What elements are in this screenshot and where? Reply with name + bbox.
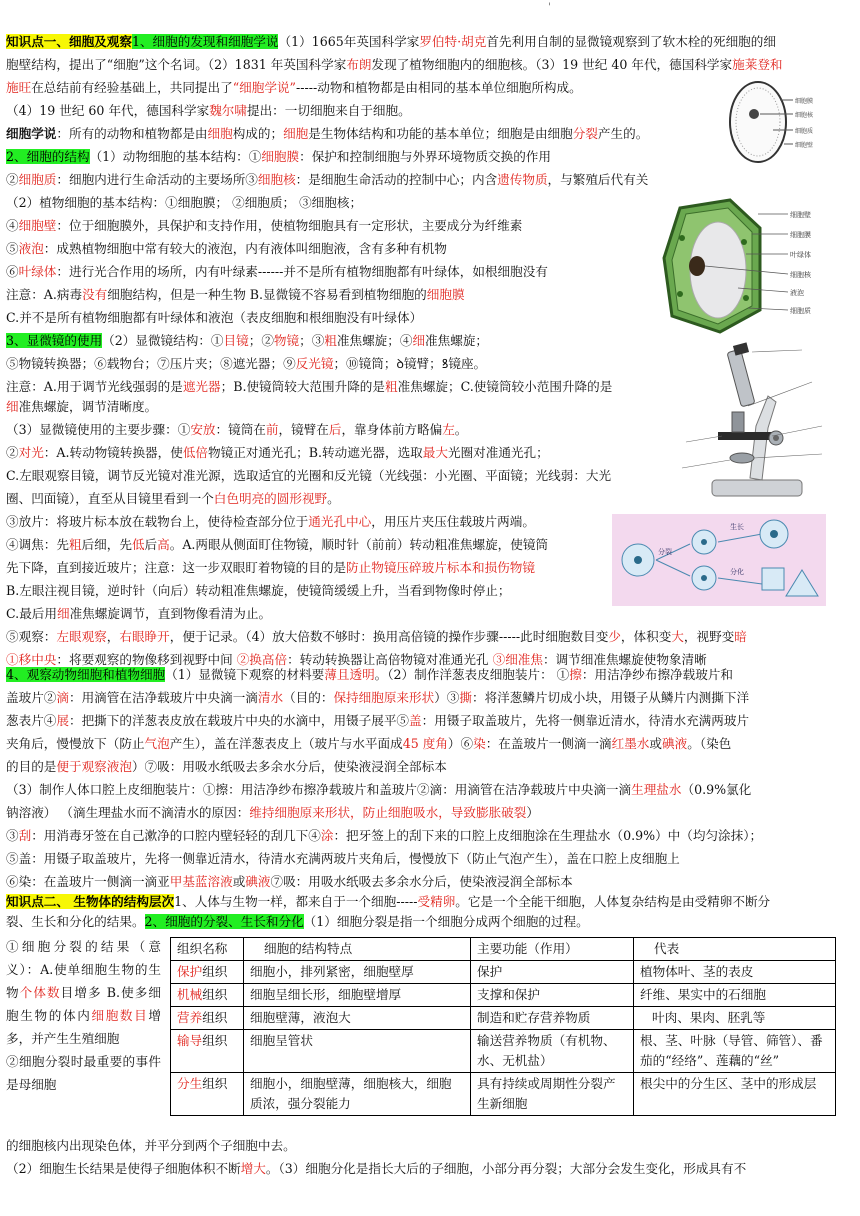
table-cell: 细胞呈细长形，细胞壁增厚 — [244, 984, 471, 1007]
text: ）⑥ — [447, 736, 474, 751]
keyword: 保持细胞原来形状 — [333, 690, 435, 705]
keyword: 高 — [157, 537, 170, 552]
text: 葱表片④ — [6, 713, 57, 728]
keyword: 少 — [608, 629, 621, 644]
column-header: 代表 — [634, 938, 836, 961]
keyword: 对光 — [18, 445, 44, 460]
cell-text: 组织 — [202, 1010, 228, 1025]
text: ，镜臂在 — [278, 422, 329, 437]
section-title: 知识点二、 生物体的结构层次 — [6, 894, 175, 909]
keyword: 薄且透明 — [324, 667, 375, 682]
figure-label: 细胞核 — [795, 112, 814, 119]
keyword: 低倍 — [182, 445, 209, 460]
keyword: 撕 — [459, 690, 472, 705]
keyword: 罗伯特·胡克 — [419, 34, 487, 49]
text: ⑥染：在盖玻片一侧滴一滴亚 — [6, 874, 170, 889]
keyword: 没有 — [82, 287, 108, 302]
text: ⑤ — [6, 241, 19, 256]
keyword: 最大 — [422, 445, 448, 460]
keyword: 粗 — [385, 379, 398, 394]
table-cell: 根尖中的分生区、茎中的形成层 — [634, 1073, 836, 1116]
text: 发现了植物细胞内的细胞核。（3）19 世纪 40 年代，德国科学家 — [371, 57, 733, 72]
line — [6, 490, 340, 508]
document-page — [6, 0, 856, 1216]
text: 或 — [232, 874, 246, 889]
keyword: 物镜 — [273, 333, 300, 348]
text: 先下降，直到接近玻片；注意：这一步双眼盯着物镜的目的是 — [6, 560, 347, 575]
keyword: 细 — [56, 606, 70, 621]
diagram-label: 分裂 — [658, 548, 672, 556]
text: ；⑩镜筒；ꝺ镜臂；ꝸ镜座。 — [333, 356, 487, 371]
line — [6, 467, 611, 485]
figure-label: 细胞质 — [795, 128, 814, 135]
table-cell: 制造和贮存营养物质 — [471, 1007, 634, 1030]
animal-cell-figure — [718, 76, 828, 168]
text: C.并不是所有植物细胞都有叶绿体和液泡（表皮细胞和根细胞没有叶绿体） — [6, 310, 423, 325]
keyword: 刮 — [18, 828, 32, 843]
text: 后细，先 — [81, 537, 132, 552]
text: 的目的是 — [6, 759, 57, 774]
table-row — [171, 984, 836, 1007]
text: ：A.转动物镜转换器，使 — [43, 445, 183, 460]
text: ，便于记录。（4）放大倍数不够时：换用高倍镜的操作步骤-----此时细胞数目变 — [169, 629, 609, 644]
figure-label: 叶绿体 — [790, 251, 811, 259]
text: ⑤盖：用镊子取盖玻片，先将一侧靠近清水，待清水充满两玻片夹角后，慢慢放下（防止气泡产生），盖在口腔上皮细胞上 — [6, 851, 680, 866]
subsection-title: 4、观察动物细胞和植物细胞 — [6, 667, 166, 682]
text: 。它是一个全能干细胞，人体复杂结构是由受精卵不断分 — [455, 894, 771, 909]
text: 在总结前有经验基础上，共同提出了 — [31, 80, 233, 95]
keyword: 粗 — [324, 333, 337, 348]
keyword: 清水 — [257, 690, 284, 705]
text: 。（染色 — [687, 736, 732, 751]
text: ：进行光合作用的场所，内有叶绿素------并不是所有植物细胞都有叶绿体，如根细胞没有 — [56, 264, 548, 279]
table-cell: 支撑和保护 — [471, 984, 634, 1007]
keyword: 细胞 — [207, 126, 233, 141]
keyword: 后 — [328, 422, 342, 437]
line — [6, 217, 522, 235]
keyword: 布朗 — [346, 57, 372, 72]
text: ①细胞分裂的结果（意义）：A.使单细胞生物的生物 — [6, 939, 161, 1000]
text: 首先利用自制的显微镜观察到了软木栓的死细胞的细 — [486, 34, 776, 49]
microscope-figure — [672, 342, 832, 502]
keyword: 大 — [671, 629, 684, 644]
text: ③放片：将玻片标本放在载物台上，使待检查部分位于 — [6, 514, 309, 529]
column-header: 组织名称 — [171, 938, 244, 961]
keyword: 红墨水 — [611, 736, 650, 751]
text: ④调焦：先 — [6, 537, 69, 552]
line — [6, 378, 612, 396]
text: ；② — [248, 333, 274, 348]
table-row — [171, 1007, 836, 1030]
text: ⑦吸：用吸水纸吸去多余水分后，使染液浸润全部标本 — [270, 874, 573, 889]
text: ：用洁净纱布擦净载玻片和 — [581, 667, 733, 682]
table-cell: 纤维、果实中的石细胞 — [634, 984, 836, 1007]
keyword: 气泡 — [144, 736, 170, 751]
text: ：将洋葱鳞片切成小块，用镊子从鳞片内测撕下洋 — [471, 690, 750, 705]
plant-cell-figure — [660, 198, 830, 336]
table-cell: 输送营养物质（有机物、水、无机盐） — [471, 1030, 634, 1073]
text: 准焦螺旋调节，直到物像看清为止。 — [69, 606, 272, 621]
line — [6, 827, 762, 845]
keyword: 左眼观察 — [56, 629, 107, 644]
header-mark: ' — [548, 2, 551, 13]
line — [6, 913, 589, 931]
text: （1）细胞分裂是指一个细胞分成两个细胞的过程。 — [303, 914, 589, 929]
cell-text: 组织 — [202, 1076, 228, 1091]
keyword: 白色明亮的圆形视野 — [213, 491, 328, 506]
text: ：用镊子取盖玻片，先将一侧靠近清水，待清水充满两玻片 — [421, 713, 750, 728]
text: ：用滴管在洁净载玻片中央滴一滴 — [68, 690, 258, 705]
text: （1）显微镜下观察的材料要 — [165, 667, 325, 682]
line — [6, 781, 751, 799]
diagram-label: 生长 — [730, 523, 744, 531]
line — [6, 286, 465, 304]
text: ：把撕下的洋葱表皮放在载玻片中央的水滴中，用镊子展平⑤ — [68, 713, 409, 728]
table-row — [171, 1030, 836, 1073]
keyword: 碘液 — [245, 874, 271, 889]
text: ，视野变 — [683, 629, 735, 644]
text: ：是细胞生命活动的控制中心；内含 — [295, 172, 498, 187]
text: ：保护和控制细胞与外界环境物质交换的作用 — [299, 149, 551, 164]
cell-text: 组织 — [202, 1033, 228, 1048]
table-cell: 植物体叶、茎的表皮 — [634, 961, 836, 984]
keyword: 暗 — [734, 629, 747, 644]
diagram-label: 分化 — [730, 568, 744, 576]
text: 裂、生长和分化的结果。 — [6, 914, 145, 929]
keyword: 擦 — [569, 667, 582, 682]
table-cell: 叶肉、果肉、胚乳等 — [634, 1007, 836, 1030]
text: 盖玻片② — [6, 690, 57, 705]
text: 夹角后，慢慢放下（防止 — [6, 736, 145, 751]
text: ：在盖玻片一侧滴一滴 — [485, 736, 612, 751]
table-cell: 细胞呈管状 — [244, 1030, 471, 1073]
keyword: 碘液 — [662, 736, 688, 751]
line — [6, 148, 551, 166]
cell-text: 组织 — [202, 964, 228, 979]
text: 物镜正对通光孔；B.转动遮光器，选取 — [208, 445, 423, 460]
keyword: 增大 — [240, 1161, 266, 1176]
text: ， — [106, 629, 120, 644]
text: 圈、凹面镜），直至从目镜里看到一个 — [6, 491, 214, 506]
cell-keyword: 机械 — [177, 987, 203, 1002]
column-header: 主要功能（作用） — [471, 938, 634, 961]
line — [6, 536, 548, 554]
text: ：成熟植物细胞中常有较大的液泡，内有液体叫细胞液，含有多种有机物 — [43, 241, 447, 256]
text: （目的： — [283, 690, 334, 705]
line — [6, 332, 488, 350]
keyword: 防止物镜压碎玻片标本和损伤物镜 — [346, 560, 535, 575]
text: ⑥ — [6, 264, 19, 279]
keyword: 个体数 — [19, 985, 61, 1000]
line — [6, 56, 783, 74]
keyword: 目镜 — [223, 333, 249, 348]
text: ）③ — [434, 690, 460, 705]
line — [6, 559, 535, 577]
keyword: ③细准焦 — [492, 652, 543, 667]
line — [6, 444, 549, 462]
cell-division-diagram — [612, 514, 826, 606]
keyword: 细胞壁 — [18, 218, 57, 233]
keyword: 细 — [412, 333, 426, 348]
figure-label: 细胞核 — [790, 271, 811, 279]
table-cell: 细胞小，排列紧密，细胞壁厚 — [244, 961, 471, 984]
keyword: 遗传物质 — [497, 172, 548, 187]
line — [6, 712, 749, 730]
text: -----动物和植物都是由相同的基本单位细胞所构成。 — [295, 80, 582, 95]
text: ：转动转换器让高倍物镜对准通光孔 — [287, 652, 493, 667]
text: ：细胞内进行生命活动的主要场所③ — [56, 172, 258, 187]
text: 的细胞核内出现染色体，并平分到两个子细胞中去。 — [6, 1138, 296, 1153]
text: （1）动物细胞的基本结构：① — [89, 149, 262, 164]
table-row — [171, 1073, 836, 1116]
text: 准焦螺旋； — [425, 333, 488, 348]
text: 注意：A.病毒 — [6, 287, 83, 302]
keyword: 涂 — [320, 828, 334, 843]
keyword: 细胞 — [283, 126, 309, 141]
keyword: 受精卵 — [417, 894, 456, 909]
keyword: 甲基蓝溶液 — [169, 874, 233, 889]
text: 。（2）制作洋葱表皮细胞装片： ① — [374, 667, 570, 682]
text: 或 — [649, 736, 663, 751]
line — [6, 582, 510, 600]
line — [6, 194, 362, 212]
line — [6, 240, 447, 258]
text: （1）1665年英国科学家 — [278, 34, 420, 49]
text: ⑤物镜转换器；⑥载物台；⑦压片夹；⑧遮光器；⑨ — [6, 356, 296, 371]
line — [6, 513, 535, 531]
tissue-table — [170, 937, 836, 1116]
table-cell: 根、茎、叶脉（导管、筛管）、番茄的“经络”、莲藕的“丝” — [634, 1030, 836, 1073]
text: 产生的。 — [597, 126, 649, 141]
text: ：用消毒牙签在自己漱净的口腔内壁轻轻的刮几下④ — [31, 828, 321, 843]
term: 细胞学说 — [6, 126, 57, 141]
text: 产生），盖在洋葱表皮上（玻片与水平面成 — [169, 736, 403, 751]
text: （2）显微镜结构：① — [102, 333, 224, 348]
table-cell: 细胞壁薄，液泡大 — [244, 1007, 471, 1030]
line — [6, 605, 271, 623]
line — [6, 1137, 296, 1155]
keyword: 右眼睁开 — [119, 629, 170, 644]
text: 注意：A.用于调节光线强弱的是 — [6, 379, 183, 394]
keyword: 低 — [131, 537, 145, 552]
line — [6, 628, 747, 646]
cell-keyword: 分生 — [177, 1076, 203, 1091]
keyword: 便于观察液泡 — [56, 759, 132, 774]
text: B.左眼注视目镜，逆时针（向后）转动粗准焦螺旋，使镜筒缓缓上升，当看到物像时停止； — [6, 583, 511, 598]
text: 构成的； — [232, 126, 284, 141]
text: ，与繁殖后代有关 — [547, 172, 649, 187]
cell-keyword: 营养 — [177, 1010, 203, 1025]
keyword: 细胞核 — [257, 172, 296, 187]
keyword: ②换高倍 — [236, 652, 288, 667]
text: （3）显微镜使用的主要步骤：① — [6, 422, 191, 437]
keyword: 粗 — [68, 537, 82, 552]
line — [6, 893, 770, 911]
table-cell: 保护 — [471, 961, 634, 984]
side-note — [6, 935, 161, 1096]
figure-label: 细胞壁 — [790, 211, 811, 219]
keyword: 叶绿体 — [18, 264, 57, 279]
text: 准焦螺旋；C.使镜筒较小范围升降的是 — [397, 379, 613, 394]
text: 目增多 B.使多细胞生物的体内 — [6, 985, 162, 1023]
keyword: 分裂 — [572, 126, 598, 141]
subsection-title: 3、显微镜的使用 — [6, 333, 103, 348]
text: ：将要观察的物像移到视野中间 — [56, 652, 237, 667]
keyword: 细胞数目 — [91, 1008, 149, 1023]
keyword: 施莱登和 — [732, 57, 783, 72]
text: 提出：一切细胞来自于细胞。 — [246, 103, 411, 118]
line — [6, 421, 467, 439]
text: 细胞结构，但是一种生物 B.显微镜不容易看到植物细胞的 — [107, 287, 427, 302]
text: ：所有的动物和植物都是由 — [56, 126, 208, 141]
cell-keyword: 保护 — [177, 964, 203, 979]
line — [6, 689, 749, 707]
figure-label: 细胞壁 — [795, 142, 814, 149]
text: 后 — [144, 537, 158, 552]
text: 胞壁结构，提出了“细胞”这个名词。（2）1831 年英国科学家 — [6, 57, 347, 72]
line — [6, 804, 539, 822]
subsection-title: 2、细胞的分裂、生长和分化 — [144, 914, 304, 929]
keyword: “细胞学说” — [232, 80, 296, 95]
keyword: 展 — [56, 713, 69, 728]
text: 1、人体与生物一样，都来自于一个细胞----- — [174, 894, 418, 909]
keyword: 通光孔中心 — [308, 514, 372, 529]
keyword: 反光镜 — [295, 356, 334, 371]
keyword: 细胞膜 — [426, 287, 465, 302]
text: 增多，并产生生殖细胞 — [6, 1008, 162, 1046]
keyword: 盖 — [409, 713, 422, 728]
table-row — [171, 961, 836, 984]
text: （3）制作人体口腔上皮细胞装片：①擦：用洁净纱布擦净载玻片和盖玻片②滴：用滴管在洁净载玻片中央滴一滴 — [6, 782, 632, 797]
text: 准焦螺旋；④ — [336, 333, 413, 348]
keyword: 遮光器 — [182, 379, 221, 394]
text: ）⑦吸：用吸水纸吸去多余水分后，使染液浸润全部标本 — [131, 759, 447, 774]
keyword: 生理盐水 — [631, 782, 682, 797]
text: ⑤观察： — [6, 629, 57, 644]
text: ） — [526, 805, 539, 820]
text: C.左眼观察目镜，调节反光镜对准光源，选取适宜的光圈和反光镜（光线强：小光圈、平面镜；光线弱：大光 — [6, 468, 612, 483]
text: 是生物体结构和功能的基本单位；细胞是由细胞 — [308, 126, 573, 141]
text: ③ — [6, 828, 19, 843]
line — [6, 33, 776, 51]
keyword: 维持细胞原来形状，防止细胞吸水，导致膨胀破裂 — [249, 805, 527, 820]
text: 钠溶液） （滴生理盐水而不滴清水的原因： — [6, 805, 250, 820]
cell-keyword: 输导 — [177, 1033, 203, 1048]
text: ：调节细准焦螺旋使物象清晰 — [542, 652, 707, 667]
keyword: 滴 — [56, 690, 69, 705]
figure-label: 细胞膜 — [795, 98, 814, 105]
text: 。A.两眼从侧面盯住物镜，顺时针（前前）转动粗准焦螺旋，使镜筒 — [169, 537, 549, 552]
text: ④ — [6, 218, 19, 233]
text: ；③ — [299, 333, 325, 348]
keyword: 液泡 — [18, 241, 44, 256]
text: ：把牙签上的刮下来的口腔上皮细胞涂在生理盐水（0.9%）中（均匀涂抹）； — [333, 828, 763, 843]
keyword: 细胞质 — [18, 172, 57, 187]
text: 。（3）细胞分化是指长大后的子细胞，小部分再分裂；大部分会发生变化，形成具有不 — [265, 1161, 747, 1176]
column-header: 细胞的结构特点 — [244, 938, 471, 961]
text: ② — [6, 172, 19, 187]
line — [6, 1160, 746, 1178]
line — [6, 758, 447, 776]
text: C.最后用 — [6, 606, 57, 621]
figure-label: 细胞质 — [790, 307, 811, 315]
line — [6, 263, 548, 281]
section-title: 知识点一、细胞及观察 — [6, 34, 132, 49]
keyword: 染 — [473, 736, 486, 751]
cell-text: 组织 — [202, 987, 228, 1002]
text: （0.9%氯化 — [681, 782, 752, 797]
line — [6, 666, 733, 684]
keyword: 前 — [265, 422, 279, 437]
line — [6, 873, 573, 891]
text: ：镜筒在 — [215, 422, 266, 437]
table-header-row — [171, 938, 836, 961]
table-cell: 细胞小，细胞壁薄，细胞核大，细胞质浓，强分裂能力 — [244, 1073, 471, 1116]
line — [6, 102, 411, 120]
line — [6, 79, 582, 97]
text: 。 — [327, 491, 340, 506]
keyword: 魏尔啸 — [209, 103, 247, 118]
text: 光圈对准通光孔； — [447, 445, 549, 460]
subsection-title: 2、细胞的结构 — [6, 149, 90, 164]
keyword: 安放 — [190, 422, 216, 437]
text: ：位于细胞膜外，具保护和支持作用，使植物细胞具有一定形状，主要成分为纤维素 — [56, 218, 523, 233]
text: ，体积变 — [620, 629, 672, 644]
figure-label: 液泡 — [790, 289, 804, 297]
keyword: 45 度角 — [402, 736, 448, 751]
line — [6, 171, 648, 189]
text: （2）植物细胞的基本结构：①细胞膜； ②细胞质； ③细胞核； — [6, 195, 363, 210]
text: ，靠身体前方略偏 — [341, 422, 443, 437]
line — [6, 398, 157, 416]
text: ，用压片夹压住载玻片两端。 — [371, 514, 535, 529]
keyword: ①移中央 — [6, 652, 57, 667]
keyword: 左 — [442, 422, 455, 437]
line — [6, 355, 486, 373]
keyword: 细胞膜 — [261, 149, 300, 164]
text: ；B.使镜筒较大范围升降的是 — [220, 379, 385, 394]
line — [6, 309, 422, 327]
text: 。 — [454, 422, 468, 437]
text: （2）细胞生长结果是使得子细胞体积不断 — [6, 1161, 241, 1176]
text: ② — [6, 445, 19, 460]
line — [6, 850, 680, 868]
keyword: 施旺 — [6, 80, 32, 95]
text: ②细胞分裂时最重要的事件是母细胞 — [6, 1054, 161, 1092]
text: 准焦螺旋，调节清晰度。 — [18, 399, 158, 414]
subsection-title: 1、细胞的发现和细胞学说 — [131, 34, 279, 49]
text: （4）19 世纪 60 年代，德国科学家 — [6, 103, 210, 118]
table-cell: 具有持续或周期性分裂产生新细胞 — [471, 1073, 634, 1116]
line — [6, 735, 731, 753]
figure-label: 细胞膜 — [790, 231, 811, 239]
line — [6, 125, 648, 143]
keyword: 细 — [6, 399, 19, 414]
